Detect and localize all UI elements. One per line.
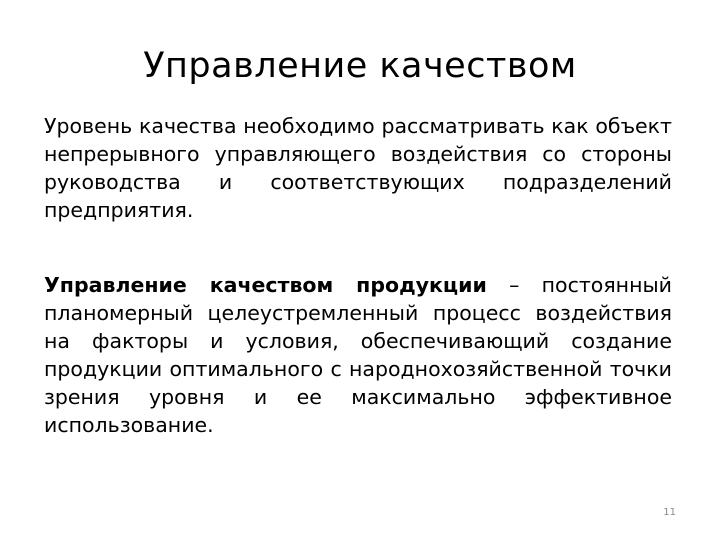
slide-title: Управление качеством bbox=[143, 46, 577, 86]
slide-number: 11 bbox=[663, 507, 676, 518]
paragraph-quality-management-definition bbox=[44, 271, 672, 439]
definition-term: Управление качеством продукции bbox=[44, 273, 487, 297]
paragraph-quality-level: Уровень качества необходимо рассматривать как объект непрерывного управляющего воздействия со стороны руководства и соответствующих подразделений предприятия. bbox=[44, 114, 672, 222]
definition-text: – постоянный планомерный целеустремленный процесс воздействия на факторы и условия, обеспечивающий создание продукции оптимального с народнохозяйственной точки зрения уровня и ее максимально эффективное использование. bbox=[44, 273, 672, 437]
